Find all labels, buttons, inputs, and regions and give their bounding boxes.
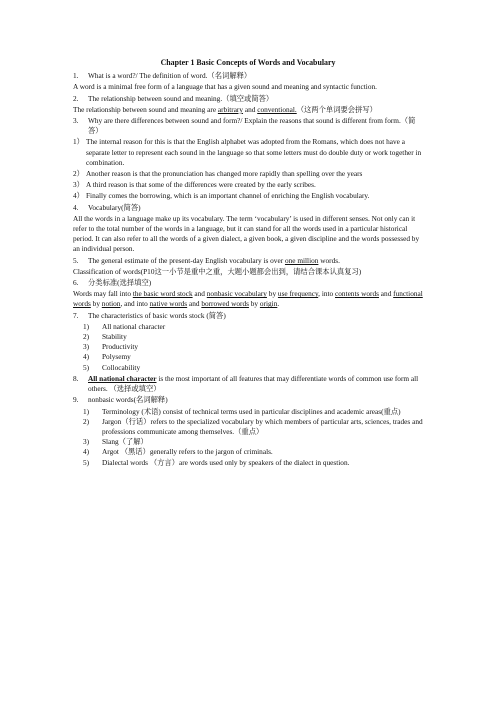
question-4: 4. Vocabulary(简答) <box>73 202 141 212</box>
question-3: 3. Why are there differences between sound and form?/ Explain the reasons that sound is different from form.（简答） <box>73 116 416 136</box>
question-1: 1. What is a word?/ The definition of word.（名词解释） <box>73 71 252 81</box>
answer-2: The relationship between sound and meaning are arbitrary and conventional.（这两个单词要会拼写） <box>73 104 377 114</box>
answer-4: All the words in a language make up its vocabulary. The term ‘vocabulary’ is used in different senses. Not only can it refer to the total number of the words in a language, but it can stand for all the words used in a particular historical period. It can also refer to all the words of a given dialect, a given book, a given discipline and the words possessed by an individual person. <box>73 213 420 254</box>
question-9: 9. nonbasic words(名词解释) <box>73 395 168 405</box>
nonbasic-item: 3) Slang（了解） <box>83 437 148 447</box>
answer-1: A word is a minimal free form of a language that has a given sound and meaning and syntactic function. <box>73 82 377 92</box>
question-5: 5. The general estimate of the present-day English vocabulary is over one million words. <box>73 255 340 265</box>
question-8: 8. All national character is the most important of all features that may differentiate words of common use form all others. （选择或填空） <box>73 373 419 394</box>
reason-2: 2） Another reason is that the pronunciation has changed more rapidly than spelling over the years <box>73 169 363 179</box>
characteristic-item: 2) Stability <box>83 332 127 342</box>
question-2: 2. The relationship between sound and meaning.（填空或简答） <box>73 93 274 103</box>
question-6: 6. 分类标准(选择填空) <box>73 278 152 288</box>
characteristic-item: 1) All national character <box>83 321 166 331</box>
reason-1: 1） The internal reason for this is that the English alphabet was adopted from the Romans, which does not have a separate letter to represent each sound in the language so that some letters must do double duty or work together in combination. <box>73 137 422 167</box>
nonbasic-item: 1) Terminology (术语) consist of technical terms used in particular disciplines and academic areas(重点) <box>83 406 401 416</box>
characteristic-item: 3) Productivity <box>83 342 139 352</box>
reason-4: 4） Finally comes the borrowing, which is an important channel of enriching the English vocabulary. <box>73 191 370 201</box>
characteristic-item: 5) Collocability <box>83 362 141 372</box>
characteristic-item: 4) Polysemy <box>83 352 131 362</box>
nonbasic-item: 5) Dialectal words （方言）are words used only by speakers of the dialect in question. <box>83 457 350 467</box>
nonbasic-item: 2) Jargon（行话）refers to the specialized vocabulary by which members of particular arts, sciences, trades and professions communicate among themselves.（重点） <box>83 416 423 436</box>
question-7: 7. The characteristics of basic words stock (简答) <box>73 310 226 320</box>
document-page <box>73 58 423 468</box>
nonbasic-item: 4) Argot （黑话）generally refers to the jargon of criminals. <box>83 447 273 457</box>
reason-3: 3） A third reason is that some of the differences were created by the early scribes. <box>73 180 316 190</box>
answer-6: Words may fall into the basic word stock and nonbasic vocabulary by use frequency, into contents words and functional words by notion, and into native words and borrowed words by origin. <box>73 289 423 309</box>
classification-note: Classification of words(P10这一小节是重中之重，大题小题都会出到，请结合课本认真复习) <box>73 266 362 276</box>
chapter-title: Chapter 1 Basic Concepts of Words and Vocabulary <box>160 58 336 67</box>
